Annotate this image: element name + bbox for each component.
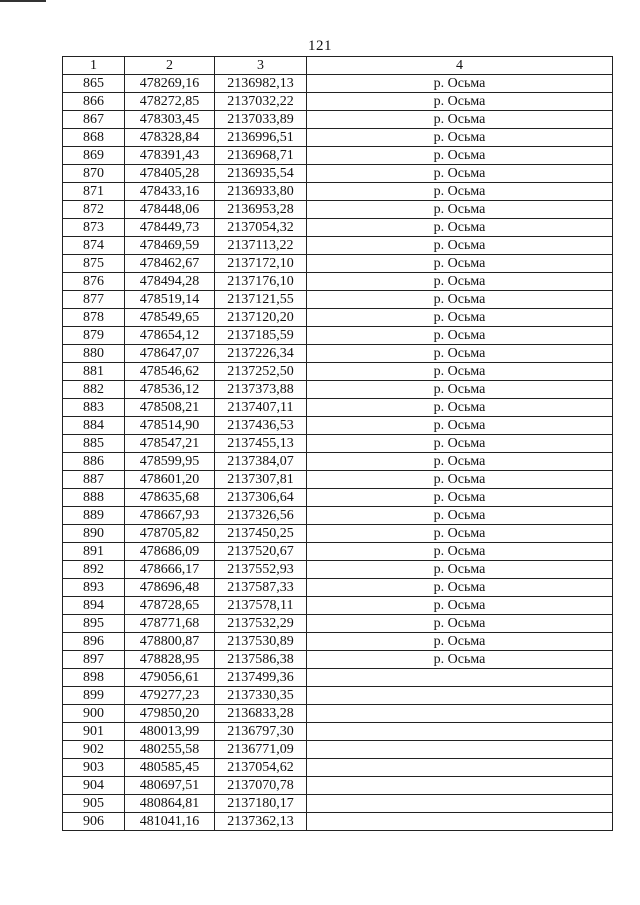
y-coordinate-cell: 2137552,93 (215, 561, 307, 579)
description-cell: р. Осьма (307, 579, 613, 597)
x-coordinate-cell: 480013,99 (125, 723, 215, 741)
description-cell: р. Осьма (307, 615, 613, 633)
point-number-cell: 872 (63, 201, 125, 219)
point-number-cell: 905 (63, 795, 125, 813)
x-coordinate-cell: 478269,16 (125, 75, 215, 93)
description-cell: р. Осьма (307, 633, 613, 651)
y-coordinate-cell: 2137307,81 (215, 471, 307, 489)
table-row (63, 219, 613, 237)
x-coordinate-cell: 480697,51 (125, 777, 215, 795)
point-number-cell: 867 (63, 111, 125, 129)
description-cell (307, 759, 613, 777)
y-coordinate-cell: 2137373,88 (215, 381, 307, 399)
x-coordinate-cell: 481041,16 (125, 813, 215, 831)
x-coordinate-cell: 478462,67 (125, 255, 215, 273)
x-coordinate-cell: 478635,68 (125, 489, 215, 507)
table-row (63, 237, 613, 255)
y-coordinate-cell: 2137054,62 (215, 759, 307, 777)
x-coordinate-cell: 480864,81 (125, 795, 215, 813)
coordinates-table (62, 56, 613, 831)
table-row (63, 561, 613, 579)
x-coordinate-cell: 478601,20 (125, 471, 215, 489)
table-row (63, 543, 613, 561)
description-cell (307, 669, 613, 687)
point-number-cell: 873 (63, 219, 125, 237)
description-cell: р. Осьма (307, 543, 613, 561)
y-coordinate-cell: 2137113,22 (215, 237, 307, 255)
point-number-cell: 882 (63, 381, 125, 399)
description-cell: р. Осьма (307, 381, 613, 399)
y-coordinate-cell: 2137455,13 (215, 435, 307, 453)
x-coordinate-cell: 478549,65 (125, 309, 215, 327)
point-number-cell: 902 (63, 741, 125, 759)
x-coordinate-cell: 478666,17 (125, 561, 215, 579)
table-row (63, 489, 613, 507)
x-coordinate-cell: 478433,16 (125, 183, 215, 201)
point-number-cell: 874 (63, 237, 125, 255)
point-number-cell: 898 (63, 669, 125, 687)
y-coordinate-cell: 2137578,11 (215, 597, 307, 615)
point-number-cell: 897 (63, 651, 125, 669)
table-row (63, 327, 613, 345)
point-number-cell: 866 (63, 93, 125, 111)
y-coordinate-cell: 2137070,78 (215, 777, 307, 795)
y-coordinate-cell: 2137176,10 (215, 273, 307, 291)
y-coordinate-cell: 2137436,53 (215, 417, 307, 435)
y-coordinate-cell: 2137330,35 (215, 687, 307, 705)
x-coordinate-cell: 478391,43 (125, 147, 215, 165)
description-cell: р. Осьма (307, 489, 613, 507)
y-coordinate-cell: 2137384,07 (215, 453, 307, 471)
y-coordinate-cell: 2137306,64 (215, 489, 307, 507)
x-coordinate-cell: 478519,14 (125, 291, 215, 309)
description-cell: р. Осьма (307, 255, 613, 273)
description-cell: р. Осьма (307, 75, 613, 93)
description-cell (307, 813, 613, 831)
description-cell (307, 777, 613, 795)
description-cell: р. Осьма (307, 237, 613, 255)
x-coordinate-cell: 478546,62 (125, 363, 215, 381)
x-coordinate-cell: 478469,59 (125, 237, 215, 255)
table-row (63, 687, 613, 705)
y-coordinate-cell: 2137587,33 (215, 579, 307, 597)
point-number-cell: 870 (63, 165, 125, 183)
x-coordinate-cell: 478405,28 (125, 165, 215, 183)
table-row (63, 705, 613, 723)
y-coordinate-cell: 2136953,28 (215, 201, 307, 219)
table-row (63, 165, 613, 183)
point-number-cell: 895 (63, 615, 125, 633)
point-number-cell: 894 (63, 597, 125, 615)
table-row (63, 759, 613, 777)
point-number-cell: 883 (63, 399, 125, 417)
y-coordinate-cell: 2137450,25 (215, 525, 307, 543)
point-number-cell: 899 (63, 687, 125, 705)
y-coordinate-cell: 2137530,89 (215, 633, 307, 651)
description-cell: р. Осьма (307, 453, 613, 471)
y-coordinate-cell: 2136933,80 (215, 183, 307, 201)
y-coordinate-cell: 2137362,13 (215, 813, 307, 831)
description-cell (307, 795, 613, 813)
x-coordinate-cell: 478449,73 (125, 219, 215, 237)
x-coordinate-cell: 478654,12 (125, 327, 215, 345)
table-row (63, 795, 613, 813)
table-row (63, 579, 613, 597)
point-number-cell: 888 (63, 489, 125, 507)
table-row (63, 597, 613, 615)
table-row (63, 651, 613, 669)
point-number-cell: 889 (63, 507, 125, 525)
table-row (63, 273, 613, 291)
y-coordinate-cell: 2137252,50 (215, 363, 307, 381)
table-row (63, 813, 613, 831)
x-coordinate-cell: 480255,58 (125, 741, 215, 759)
y-coordinate-cell: 2136771,09 (215, 741, 307, 759)
y-coordinate-cell: 2137520,67 (215, 543, 307, 561)
x-coordinate-cell: 479277,23 (125, 687, 215, 705)
point-number-cell: 877 (63, 291, 125, 309)
table-row (63, 525, 613, 543)
y-coordinate-cell: 2137121,55 (215, 291, 307, 309)
description-cell: р. Осьма (307, 309, 613, 327)
description-cell: р. Осьма (307, 201, 613, 219)
table-row (63, 129, 613, 147)
corner-scan-mark (0, 0, 46, 2)
point-number-cell: 886 (63, 453, 125, 471)
point-number-cell: 881 (63, 363, 125, 381)
description-cell: р. Осьма (307, 399, 613, 417)
x-coordinate-cell: 478800,87 (125, 633, 215, 651)
point-number-cell: 887 (63, 471, 125, 489)
x-coordinate-cell: 478599,95 (125, 453, 215, 471)
x-coordinate-cell: 478508,21 (125, 399, 215, 417)
point-number-cell: 903 (63, 759, 125, 777)
table-row (63, 255, 613, 273)
y-coordinate-cell: 2136797,30 (215, 723, 307, 741)
point-number-cell: 896 (63, 633, 125, 651)
point-number-cell: 871 (63, 183, 125, 201)
y-coordinate-cell: 2137032,22 (215, 93, 307, 111)
table-row (63, 309, 613, 327)
point-number-cell: 868 (63, 129, 125, 147)
description-cell (307, 705, 613, 723)
y-coordinate-cell: 2137326,56 (215, 507, 307, 525)
column-header-2: 2 (125, 57, 215, 75)
table-row (63, 201, 613, 219)
page-number: 121 (308, 38, 332, 54)
y-coordinate-cell: 2136982,13 (215, 75, 307, 93)
table-row (63, 93, 613, 111)
table-row (63, 363, 613, 381)
description-cell: р. Осьма (307, 435, 613, 453)
y-coordinate-cell: 2136996,51 (215, 129, 307, 147)
point-number-cell: 901 (63, 723, 125, 741)
description-cell (307, 723, 613, 741)
point-number-cell: 900 (63, 705, 125, 723)
table-row (63, 183, 613, 201)
table-row (63, 291, 613, 309)
table-row (63, 381, 613, 399)
y-coordinate-cell: 2137532,29 (215, 615, 307, 633)
point-number-cell: 865 (63, 75, 125, 93)
point-number-cell: 890 (63, 525, 125, 543)
x-coordinate-cell: 478667,93 (125, 507, 215, 525)
x-coordinate-cell: 478705,82 (125, 525, 215, 543)
y-coordinate-cell: 2137185,59 (215, 327, 307, 345)
x-coordinate-cell: 478272,85 (125, 93, 215, 111)
description-cell: р. Осьма (307, 651, 613, 669)
y-coordinate-cell: 2136968,71 (215, 147, 307, 165)
description-cell: р. Осьма (307, 561, 613, 579)
description-cell: р. Осьма (307, 597, 613, 615)
x-coordinate-cell: 478686,09 (125, 543, 215, 561)
table-row (63, 345, 613, 363)
x-coordinate-cell: 479056,61 (125, 669, 215, 687)
point-number-cell: 884 (63, 417, 125, 435)
description-cell: р. Осьма (307, 93, 613, 111)
description-cell: р. Осьма (307, 129, 613, 147)
description-cell: р. Осьма (307, 471, 613, 489)
table-row (63, 453, 613, 471)
description-cell: р. Осьма (307, 417, 613, 435)
table-row (63, 507, 613, 525)
description-cell: р. Осьма (307, 327, 613, 345)
x-coordinate-cell: 478728,65 (125, 597, 215, 615)
description-cell (307, 687, 613, 705)
description-cell: р. Осьма (307, 525, 613, 543)
y-coordinate-cell: 2136833,28 (215, 705, 307, 723)
column-header-4: 4 (307, 57, 613, 75)
y-coordinate-cell: 2137120,20 (215, 309, 307, 327)
column-header-3: 3 (215, 57, 307, 75)
table-row (63, 669, 613, 687)
point-number-cell: 878 (63, 309, 125, 327)
table-row (63, 471, 613, 489)
point-number-cell: 876 (63, 273, 125, 291)
y-coordinate-cell: 2137172,10 (215, 255, 307, 273)
point-number-cell: 869 (63, 147, 125, 165)
x-coordinate-cell: 478303,45 (125, 111, 215, 129)
x-coordinate-cell: 478828,95 (125, 651, 215, 669)
table-row (63, 399, 613, 417)
x-coordinate-cell: 478448,06 (125, 201, 215, 219)
table-row (63, 741, 613, 759)
x-coordinate-cell: 478647,07 (125, 345, 215, 363)
point-number-cell: 885 (63, 435, 125, 453)
y-coordinate-cell: 2136935,54 (215, 165, 307, 183)
x-coordinate-cell: 478328,84 (125, 129, 215, 147)
point-number-cell: 891 (63, 543, 125, 561)
y-coordinate-cell: 2137054,32 (215, 219, 307, 237)
point-number-cell: 906 (63, 813, 125, 831)
point-number-cell: 892 (63, 561, 125, 579)
x-coordinate-cell: 478771,68 (125, 615, 215, 633)
x-coordinate-cell: 479850,20 (125, 705, 215, 723)
table-body (63, 75, 613, 831)
description-cell: р. Осьма (307, 147, 613, 165)
description-cell: р. Осьма (307, 183, 613, 201)
table-header-row (63, 57, 613, 75)
y-coordinate-cell: 2137499,36 (215, 669, 307, 687)
x-coordinate-cell: 478536,12 (125, 381, 215, 399)
x-coordinate-cell: 478696,48 (125, 579, 215, 597)
table-row (63, 723, 613, 741)
table-row (63, 147, 613, 165)
y-coordinate-cell: 2137586,38 (215, 651, 307, 669)
table-row (63, 417, 613, 435)
x-coordinate-cell: 478494,28 (125, 273, 215, 291)
table-row (63, 615, 613, 633)
description-cell: р. Осьма (307, 363, 613, 381)
table-row (63, 633, 613, 651)
table-row (63, 435, 613, 453)
column-header-1: 1 (63, 57, 125, 75)
y-coordinate-cell: 2137226,34 (215, 345, 307, 363)
description-cell: р. Осьма (307, 345, 613, 363)
point-number-cell: 875 (63, 255, 125, 273)
table-row (63, 75, 613, 93)
description-cell (307, 741, 613, 759)
description-cell: р. Осьма (307, 219, 613, 237)
point-number-cell: 880 (63, 345, 125, 363)
description-cell: р. Осьма (307, 507, 613, 525)
x-coordinate-cell: 480585,45 (125, 759, 215, 777)
y-coordinate-cell: 2137407,11 (215, 399, 307, 417)
description-cell: р. Осьма (307, 291, 613, 309)
x-coordinate-cell: 478547,21 (125, 435, 215, 453)
point-number-cell: 904 (63, 777, 125, 795)
description-cell: р. Осьма (307, 273, 613, 291)
y-coordinate-cell: 2137180,17 (215, 795, 307, 813)
point-number-cell: 879 (63, 327, 125, 345)
table-row (63, 111, 613, 129)
description-cell: р. Осьма (307, 111, 613, 129)
point-number-cell: 893 (63, 579, 125, 597)
y-coordinate-cell: 2137033,89 (215, 111, 307, 129)
description-cell: р. Осьма (307, 165, 613, 183)
x-coordinate-cell: 478514,90 (125, 417, 215, 435)
table-row (63, 777, 613, 795)
